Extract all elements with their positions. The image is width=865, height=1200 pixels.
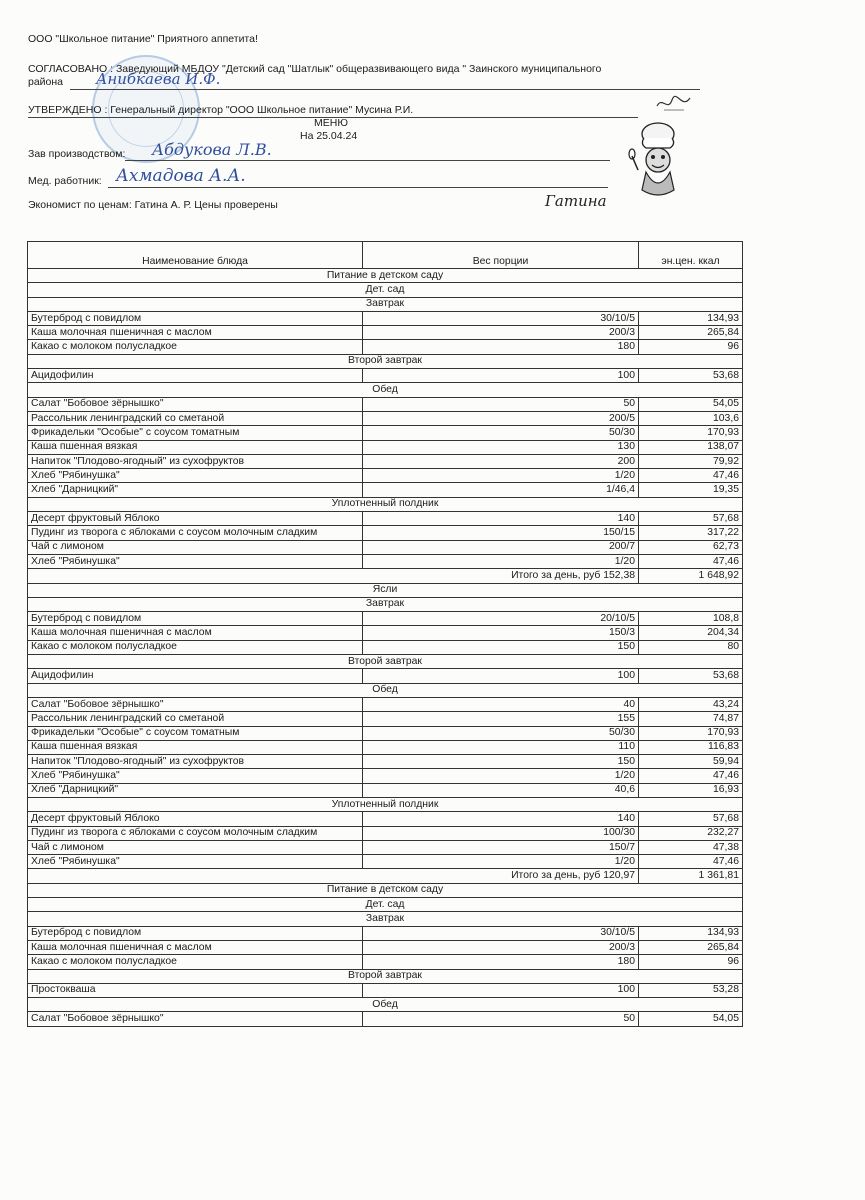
table-row — [28, 669, 743, 683]
confirmed-label: УТВЕРЖДЕНО : Генеральный директор "ООО Школьное питание" Мусина Р.И. — [28, 104, 414, 116]
table-row — [28, 712, 743, 726]
energy-kcal: 47,38 — [639, 840, 743, 854]
dish-name: Бутерброд с повидлом — [28, 612, 363, 626]
production-label: Зав производством: — [28, 148, 126, 160]
energy-kcal: 79,92 — [639, 454, 743, 468]
energy-kcal: 80 — [639, 640, 743, 654]
section-row — [28, 912, 743, 926]
dish-name: Какао с молоком полусладкое — [28, 340, 363, 354]
table-row — [28, 512, 743, 526]
energy-kcal: 54,05 — [639, 397, 743, 411]
section-label: Уплотненный полдник — [28, 797, 743, 811]
portion-weight: 150/7 — [363, 840, 639, 854]
energy-kcal: 103,6 — [639, 411, 743, 425]
dish-name: Десерт фруктовый Яблоко — [28, 812, 363, 826]
table-row — [28, 311, 743, 325]
energy-kcal: 43,24 — [639, 697, 743, 711]
portion-weight: 150 — [363, 640, 639, 654]
table-row — [28, 326, 743, 340]
medic-signature: Ахмадова А.А. — [116, 166, 246, 186]
dish-name: Салат "Бобовое зёрнышко" — [28, 1012, 363, 1026]
section-label: Уплотненный полдник — [28, 497, 743, 511]
dish-name: Салат "Бобовое зёрнышко" — [28, 697, 363, 711]
table-row — [28, 755, 743, 769]
production-underline — [125, 160, 610, 161]
dish-name: Каша молочная пшеничная с маслом — [28, 626, 363, 640]
medic-underline — [108, 187, 608, 188]
portion-weight: 180 — [363, 340, 639, 354]
energy-kcal: 47,46 — [639, 855, 743, 869]
total-kcal: 1 648,92 — [639, 569, 743, 583]
column-header-dish: Наименование блюда — [28, 242, 363, 269]
section-row — [28, 354, 743, 368]
section-label: Второй завтрак — [28, 354, 743, 368]
dish-name: Хлеб "Рябинушка" — [28, 769, 363, 783]
menu-date: На 25.04.24 — [300, 130, 358, 142]
energy-kcal: 47,46 — [639, 469, 743, 483]
energy-kcal: 134,93 — [639, 926, 743, 940]
table-row — [28, 612, 743, 626]
organization-line: ООО "Школьное питание" Приятного аппетита! — [28, 33, 258, 45]
approved-signature: Анибкаева И.Ф. — [96, 70, 221, 88]
energy-kcal: 204,34 — [639, 626, 743, 640]
energy-kcal: 170,93 — [639, 726, 743, 740]
portion-weight: 50/30 — [363, 726, 639, 740]
dish-name: Ацидофилин — [28, 669, 363, 683]
total-label: Итого за день, руб 152,38 — [28, 569, 639, 583]
energy-kcal: 317,22 — [639, 526, 743, 540]
dish-name: Хлеб "Дарницкий" — [28, 783, 363, 797]
portion-weight: 200 — [363, 454, 639, 468]
energy-kcal: 54,05 — [639, 1012, 743, 1026]
table-row — [28, 454, 743, 468]
dish-name: Пудинг из творога с яблоками с соусом молочным сладким — [28, 526, 363, 540]
portion-weight: 140 — [363, 512, 639, 526]
portion-weight: 200/5 — [363, 411, 639, 425]
menu-table-body — [28, 269, 743, 1027]
economist-signature: Гатина — [545, 192, 607, 210]
energy-kcal: 57,68 — [639, 812, 743, 826]
section-label: Дет. сад — [28, 283, 743, 297]
portion-weight: 180 — [363, 955, 639, 969]
portion-weight: 20/10/5 — [363, 612, 639, 626]
dish-name: Бутерброд с повидлом — [28, 311, 363, 325]
portion-weight: 140 — [363, 812, 639, 826]
table-row — [28, 540, 743, 554]
section-row — [28, 655, 743, 669]
section-label: Второй завтрак — [28, 969, 743, 983]
table-row — [28, 340, 743, 354]
dish-name: Фрикадельки "Особые" с соусом томатным — [28, 726, 363, 740]
energy-kcal: 265,84 — [639, 940, 743, 954]
table-row — [28, 483, 743, 497]
section-label: Второй завтрак — [28, 655, 743, 669]
energy-kcal: 53,68 — [639, 369, 743, 383]
energy-kcal: 57,68 — [639, 512, 743, 526]
section-label: Дет. сад — [28, 898, 743, 912]
dish-name: Хлеб "Рябинушка" — [28, 469, 363, 483]
dish-name: Ацидофилин — [28, 369, 363, 383]
portion-weight: 50 — [363, 1012, 639, 1026]
dish-name: Какао с молоком полусладкое — [28, 640, 363, 654]
table-row — [28, 855, 743, 869]
dish-name: Хлеб "Рябинушка" — [28, 855, 363, 869]
dish-name: Салат "Бобовое зёрнышко" — [28, 397, 363, 411]
dish-name: Чай с лимоном — [28, 840, 363, 854]
portion-weight: 100/30 — [363, 826, 639, 840]
column-header-weight: Вес порции — [363, 242, 639, 269]
handwritten-mark-icon — [654, 92, 694, 116]
energy-kcal: 53,28 — [639, 983, 743, 997]
dish-name: Чай с лимоном — [28, 540, 363, 554]
table-row — [28, 626, 743, 640]
energy-kcal: 96 — [639, 955, 743, 969]
table-row — [28, 740, 743, 754]
table-row — [28, 640, 743, 654]
section-row — [28, 998, 743, 1012]
table-row — [28, 697, 743, 711]
dish-name: Десерт фруктовый Яблоко — [28, 512, 363, 526]
section-row — [28, 883, 743, 897]
table-row — [28, 926, 743, 940]
dish-name: Каша пшенная вязкая — [28, 740, 363, 754]
energy-kcal: 19,35 — [639, 483, 743, 497]
energy-kcal: 134,93 — [639, 311, 743, 325]
table-row — [28, 826, 743, 840]
table-row — [28, 769, 743, 783]
total-kcal: 1 361,81 — [639, 869, 743, 883]
section-label: Завтрак — [28, 297, 743, 311]
menu-table — [27, 241, 743, 1027]
dish-name: Пудинг из творога с яблоками с соусом молочным сладким — [28, 826, 363, 840]
portion-weight: 1/46,4 — [363, 483, 639, 497]
total-row — [28, 869, 743, 883]
table-row — [28, 812, 743, 826]
table-header-row — [28, 242, 743, 269]
approved-label: СОГЛАСОВАНО : Заведующий МБДОУ "Детский сад "Шатлык" общеразвивающего вида " Заинского муниципального — [28, 63, 602, 75]
section-row — [28, 297, 743, 311]
table-row — [28, 1012, 743, 1026]
portion-weight: 200/3 — [363, 940, 639, 954]
section-label: Обед — [28, 683, 743, 697]
dish-name: Напиток "Плодово-ягодный" из сухофруктов — [28, 755, 363, 769]
section-row — [28, 497, 743, 511]
section-row — [28, 269, 743, 283]
column-header-kcal: эн.цен. ккал — [639, 242, 743, 269]
table-row — [28, 426, 743, 440]
economist-line: Экономист по ценам: Гатина А. Р. Цены проверены — [28, 199, 278, 211]
approved-underline — [70, 89, 700, 90]
portion-weight: 50/30 — [363, 426, 639, 440]
energy-kcal: 59,94 — [639, 755, 743, 769]
portion-weight: 100 — [363, 369, 639, 383]
portion-weight: 100 — [363, 983, 639, 997]
portion-weight: 155 — [363, 712, 639, 726]
total-label: Итого за день, руб 120,97 — [28, 869, 639, 883]
energy-kcal: 16,93 — [639, 783, 743, 797]
dish-name: Напиток "Плодово-ягодный" из сухофруктов — [28, 454, 363, 468]
portion-weight: 150 — [363, 755, 639, 769]
portion-weight: 110 — [363, 740, 639, 754]
portion-weight: 1/20 — [363, 469, 639, 483]
table-row — [28, 983, 743, 997]
dish-name: Фрикадельки "Особые" с соусом томатным — [28, 426, 363, 440]
section-row — [28, 898, 743, 912]
dish-name: Каша пшенная вязкая — [28, 440, 363, 454]
table-row — [28, 955, 743, 969]
portion-weight: 150/3 — [363, 626, 639, 640]
portion-weight: 50 — [363, 397, 639, 411]
portion-weight: 30/10/5 — [363, 926, 639, 940]
table-row — [28, 369, 743, 383]
section-row — [28, 597, 743, 611]
portion-weight: 1/20 — [363, 855, 639, 869]
section-row — [28, 583, 743, 597]
table-row — [28, 526, 743, 540]
dish-name: Каша молочная пшеничная с маслом — [28, 326, 363, 340]
table-row — [28, 783, 743, 797]
portion-weight: 1/20 — [363, 769, 639, 783]
portion-weight: 130 — [363, 440, 639, 454]
dish-name: Хлеб "Дарницкий" — [28, 483, 363, 497]
chef-mascot-icon — [628, 120, 688, 200]
energy-kcal: 62,73 — [639, 540, 743, 554]
portion-weight: 30/10/5 — [363, 311, 639, 325]
dish-name: Бутерброд с повидлом — [28, 926, 363, 940]
section-label: Обед — [28, 998, 743, 1012]
dish-name: Какао с молоком полусладкое — [28, 955, 363, 969]
energy-kcal: 74,87 — [639, 712, 743, 726]
dish-name: Простокваша — [28, 983, 363, 997]
menu-title: МЕНЮ — [314, 117, 348, 129]
total-row — [28, 569, 743, 583]
section-row — [28, 797, 743, 811]
portion-weight: 100 — [363, 669, 639, 683]
table-row — [28, 397, 743, 411]
table-row — [28, 554, 743, 568]
portion-weight: 150/15 — [363, 526, 639, 540]
section-label: Завтрак — [28, 597, 743, 611]
table-row — [28, 726, 743, 740]
energy-kcal: 47,46 — [639, 769, 743, 783]
section-label: Завтрак — [28, 912, 743, 926]
dish-name: Рассольник ленинградский со сметаной — [28, 712, 363, 726]
section-label: Обед — [28, 383, 743, 397]
energy-kcal: 170,93 — [639, 426, 743, 440]
section-row — [28, 683, 743, 697]
dish-name: Хлеб "Рябинушка" — [28, 554, 363, 568]
dish-name: Рассольник ленинградский со сметаной — [28, 411, 363, 425]
energy-kcal: 116,83 — [639, 740, 743, 754]
table-row — [28, 940, 743, 954]
section-row — [28, 383, 743, 397]
table-row — [28, 411, 743, 425]
table-row — [28, 440, 743, 454]
section-row — [28, 969, 743, 983]
energy-kcal: 96 — [639, 340, 743, 354]
portion-weight: 200/7 — [363, 540, 639, 554]
portion-weight: 1/20 — [363, 554, 639, 568]
medic-label: Мед. работник: — [28, 175, 102, 187]
energy-kcal: 53,68 — [639, 669, 743, 683]
energy-kcal: 47,46 — [639, 554, 743, 568]
section-label: Питание в детском саду — [28, 269, 743, 283]
energy-kcal: 265,84 — [639, 326, 743, 340]
approved-continuation: района — [28, 76, 64, 88]
portion-weight: 200/3 — [363, 326, 639, 340]
table-row — [28, 469, 743, 483]
section-label: Ясли — [28, 583, 743, 597]
dish-name: Каша молочная пшеничная с маслом — [28, 940, 363, 954]
energy-kcal: 232,27 — [639, 826, 743, 840]
portion-weight: 40 — [363, 697, 639, 711]
section-label: Питание в детском саду — [28, 883, 743, 897]
energy-kcal: 138,07 — [639, 440, 743, 454]
portion-weight: 40,6 — [363, 783, 639, 797]
section-row — [28, 283, 743, 297]
energy-kcal: 108,8 — [639, 612, 743, 626]
table-row — [28, 840, 743, 854]
production-signature: Абдукова Л.В. — [152, 140, 272, 159]
